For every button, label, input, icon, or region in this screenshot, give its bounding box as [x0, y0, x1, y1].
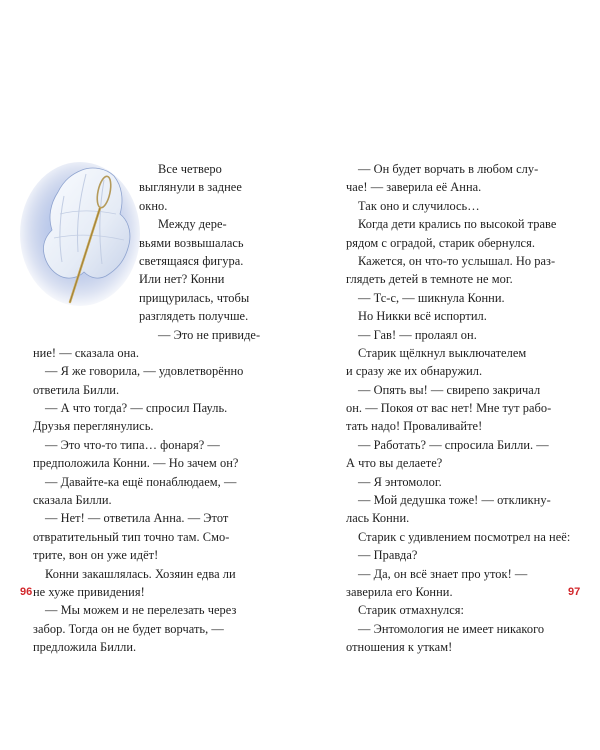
text-line: ние! — сказала она.	[33, 345, 139, 360]
text-line: предположила Конни. — Но зачем он?	[33, 456, 239, 471]
text-line: не хуже привидения!	[33, 584, 145, 599]
text-line: Все четверо	[158, 162, 222, 176]
text-line: — Работать? — спросила Билли. —	[358, 437, 549, 452]
text-line: — Мы можем и не перелезать через	[45, 603, 237, 618]
text-line: — Я энтомолог.	[358, 474, 442, 489]
text-line: окно.	[139, 198, 168, 213]
text-line: заверила его Конни.	[346, 584, 453, 599]
text-line: разглядеть получше.	[139, 309, 249, 324]
text-line: Кажется, он что-то услышал. Но раз-	[358, 253, 556, 268]
text-line: рядом с оградой, старик обернулся.	[346, 235, 535, 250]
text-line: Или нет? Конни	[139, 272, 225, 287]
text-line: Так оно и случилось…	[358, 198, 480, 213]
text-line: трите, вон он уже идёт!	[33, 548, 159, 563]
right-page-text	[346, 160, 576, 657]
text-line: — Энтомология не имеет никакого	[358, 621, 545, 636]
text-line: — Гав! — пролаял он.	[358, 327, 477, 342]
text-line: сказала Билли.	[33, 493, 112, 508]
text-line: тать надо! Проваливайте!	[346, 419, 483, 434]
text-line: А что вы делаете?	[346, 456, 443, 471]
page-number-left: 96	[20, 586, 33, 598]
text-line: — Это что-то типа… фонаря? —	[45, 437, 220, 452]
text-line: чае! — заверила её Анна.	[346, 180, 482, 195]
text-line: глядеть детей в темноте не мог.	[346, 272, 513, 287]
text-line: — Тс-с, — шикнула Конни.	[358, 290, 505, 305]
text-line: прищурилась, чтобы	[139, 290, 250, 305]
text-line: — Я же говорила, — удовлетворённо	[45, 364, 244, 379]
left-page-text	[33, 160, 268, 657]
text-line: забор. Тогда он не будет ворчать, —	[33, 621, 224, 636]
text-line: Друзья переглянулись.	[33, 419, 154, 434]
text-line: — Да, он всё знает про уток! —	[358, 566, 528, 581]
text-line: — Давайте-ка ещё понаблюдаем, —	[45, 474, 237, 489]
page-number-right: 97	[568, 586, 581, 598]
text-line: — Опять вы! — свирепо закричал	[358, 382, 541, 397]
text-line: отвратительный тип точно там. Смо-	[33, 529, 230, 544]
text-line: ответила Билли.	[33, 382, 120, 397]
text-line: — Это не привиде-	[158, 327, 261, 342]
text-line: Когда дети крались по высокой траве	[358, 217, 557, 232]
text-line: Но Никки всё испортил.	[358, 309, 487, 324]
text-line: Старик щёлкнул выключателем	[358, 345, 527, 360]
text-line: — Нет! — ответила Анна. — Этот	[45, 511, 229, 526]
text-line: и сразу же их обнаружил.	[346, 364, 483, 379]
text-line: светящаяся фигура.	[139, 253, 244, 268]
text-line: он. — Покоя от вас нет! Мне тут рабо-	[346, 401, 552, 416]
text-line: Старик отмахнулся:	[358, 603, 465, 618]
text-line: лась Конни.	[346, 511, 410, 526]
text-line: — Правда?	[358, 548, 418, 563]
text-line: отношения к уткам!	[346, 640, 453, 655]
text-line: Старик с удивлением посмотрел на неё:	[358, 529, 571, 544]
text-line: — А что тогда? — спросил Пауль.	[45, 401, 228, 416]
text-line: выглянули в заднее	[139, 180, 242, 195]
text-line: Конни закашлялась. Хозяин едва ли	[45, 566, 236, 581]
text-line: — Он будет ворчать в любом слу-	[358, 162, 539, 176]
text-line: Между дере-	[158, 217, 227, 232]
text-line: вьями возвышалась	[139, 235, 244, 250]
text-line: предложила Билли.	[33, 640, 137, 655]
text-line: — Мой дедушка тоже! — откликну-	[358, 493, 551, 508]
